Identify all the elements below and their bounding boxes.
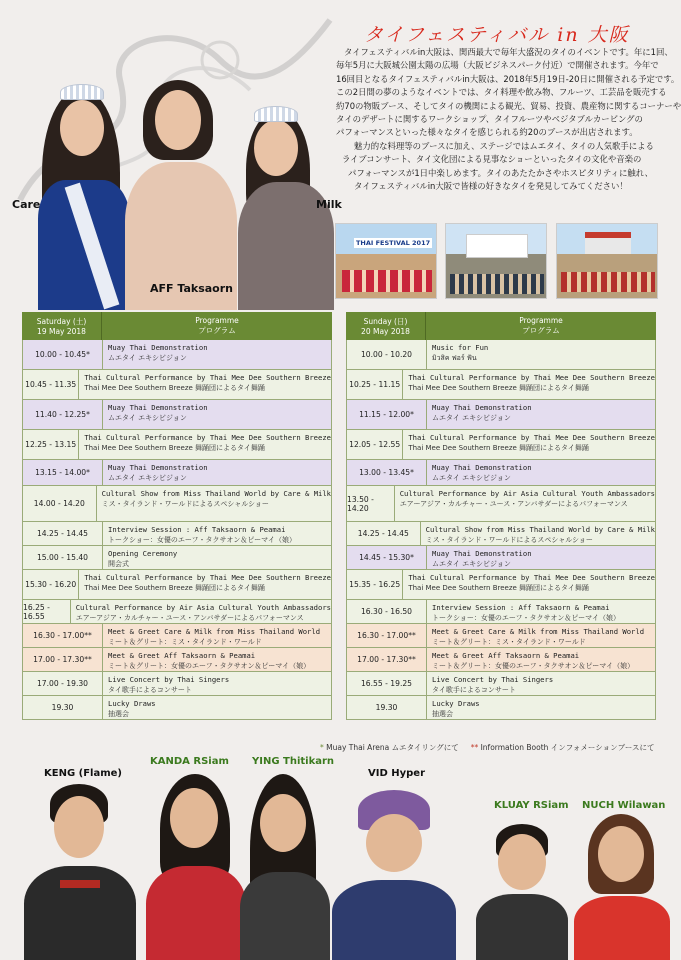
saturday-row-time: 17.00 - 19.30: [23, 672, 103, 695]
sunday-row: [346, 648, 656, 672]
saturday-row-event: [103, 624, 331, 647]
sunday-row-time: 13.50 - 14.20: [347, 486, 395, 521]
sunday-row-event: [427, 672, 655, 695]
sunday-row-event-jp: ムエタイ エキシビジョン: [432, 560, 511, 568]
vid-photo: [324, 784, 464, 960]
intro-line: 魅力的な料理等のブースに加え、ステージではムエタイ、タイの人気歌手による: [354, 140, 654, 151]
saturday-row-event: [103, 400, 331, 429]
intro-line: 約70の物販ブース、そしてタイの機関による観光、貿易、投資、農産物に関するコーナーや: [336, 100, 681, 111]
sunday-row-time: 14.45 - 15.30*: [347, 546, 427, 569]
saturday-row-event: [79, 430, 331, 459]
saturday-row-time: 16.25 - 16.55: [23, 600, 71, 623]
sunday-row-event-en: Meet & Greet Care & Milk from Miss Thailand World: [432, 627, 645, 636]
saturday-row-event-jp: ミス・タイランド・ワールドによるスペシャルショー: [101, 500, 269, 508]
saturday-row-event-en: Live Concert by Thai Singers: [108, 675, 230, 684]
sunday-row-event: [427, 340, 655, 369]
intro-line: パフォーマンスが1日中楽しめます。タイのあたたかさやホスピタリティに触れ、: [348, 167, 653, 178]
saturday-row-time: 11.40 - 12.25*: [23, 400, 103, 429]
sunday-row-time: 14.25 - 14.45: [347, 522, 421, 545]
sunday-row: [346, 430, 656, 460]
sunday-row-event-jp: 抽選会: [432, 710, 453, 718]
legend-mark-double: **: [470, 743, 479, 752]
sunday-row-event: [421, 522, 655, 545]
saturday-row-event: [103, 672, 331, 695]
sunday-row: [346, 546, 656, 570]
saturday-row-event-jp: ミート＆グリート：女優のエーフ・タクサオン＆ピーマイ（娘）: [108, 662, 311, 670]
saturday-row-time: 10.45 - 11.35: [23, 370, 79, 399]
saturday-row-event-jp: Thai Mee Dee Southern Breeze 舞踊団によるタイ舞踊: [84, 384, 265, 392]
saturday-row-event-en: Meet & Greet Care & Milk from Miss Thailand World: [108, 627, 321, 636]
sunday-row: [346, 696, 656, 720]
saturday-row-event-jp: Thai Mee Dee Southern Breeze 舞踊団によるタイ舞踊: [84, 444, 265, 452]
saturday-row-event-jp: タイ歌手によるコンサート: [108, 686, 192, 694]
sunday-row-event: [403, 430, 655, 459]
sunday-day: Sunday (日): [363, 317, 408, 326]
saturday-row-event-en: Thai Cultural Performance by Thai Mee Dee Southern Breeze: [84, 433, 331, 442]
saturday-row-event-jp: ムエタイ エキシビジョン: [108, 414, 187, 422]
saturday-row-event-jp: Thai Mee Dee Southern Breeze 舞踊団によるタイ舞踊: [84, 584, 265, 592]
saturday-row-event: [103, 460, 331, 485]
saturday-row-event-en: Muay Thai Demonstration: [108, 463, 208, 472]
intro-line: 毎年5月に大阪城公園太陽の広場（大阪ビジネスパーク付近）で開催されます。今年で: [336, 60, 659, 71]
artist-name-kanda: KANDA RSiam: [150, 756, 229, 767]
saturday-row-event-jp: ムエタイ エキシビジョン: [108, 354, 187, 362]
sunday-row-time: 16.30 - 17.00**: [347, 624, 427, 647]
kanda-photo: [140, 774, 250, 960]
artists-section: [0, 752, 677, 960]
legend-mark-single: *: [320, 743, 324, 752]
saturday-row-time: 12.25 - 13.15: [23, 430, 79, 459]
sunday-row-event: [427, 600, 655, 623]
sunday-row: [346, 340, 656, 370]
legend-muay-thai-arena: Muay Thai Arena ムエタイリングにて: [326, 743, 459, 752]
sunday-row-event-jp: ムエタイ エキシビジョン: [432, 414, 511, 422]
sunday-row-event-en: Muay Thai Demonstration: [432, 403, 532, 412]
sunday-row-time: 10.00 - 10.20: [347, 340, 427, 369]
intro-line: タイフェスティバルin大阪で皆様の好きなタイを発見してみてください！: [354, 181, 628, 192]
saturday-row: [22, 400, 332, 430]
sunday-row-event-en: Muay Thai Demonstration: [432, 549, 532, 558]
sunday-row-event-en: Lucky Draws: [432, 699, 480, 708]
saturday-row: [22, 460, 332, 486]
saturday-row-event: [103, 522, 331, 545]
intro-text: [336, 46, 681, 193]
saturday-row-event-en: Thai Cultural Performance by Thai Mee Dee Southern Breeze: [84, 373, 331, 382]
sunday-rows: [346, 340, 656, 720]
artist-name-nuch: NUCH Wilawan: [582, 800, 666, 811]
aff-taksaorn-photo: [115, 70, 245, 310]
sunday-row-event: [395, 486, 655, 521]
sunday-row-time: 11.15 - 12.00*: [347, 400, 427, 429]
festival-photo-1: [335, 223, 437, 299]
sunday-row-event-en: Thai Cultural Performance by Thai Mee Dee Southern Breeze: [408, 433, 655, 442]
saturday-row: [22, 430, 332, 460]
saturday-row-event-en: Muay Thai Demonstration: [108, 343, 208, 352]
sunday-row-event-en: Cultural Performance by Air Asia Cultural Youth Ambassadors: [399, 489, 655, 498]
sunday-row-event-en: Thai Cultural Performance by Thai Mee Dee Southern Breeze: [408, 373, 655, 382]
festival-photo-2: [445, 223, 547, 299]
sunday-row-event-jp: Thai Mee Dee Southern Breeze 舞踊団によるタイ舞踊: [408, 384, 589, 392]
sunday-row: [346, 400, 656, 430]
sunday-row-event-jp: ミート＆グリート：ミス・タイランド・ワールド: [432, 638, 586, 646]
saturday-row: [22, 522, 332, 546]
saturday-day: Saturday (土): [36, 317, 87, 326]
sunday-row-time: 10.25 - 11.15: [347, 370, 403, 399]
sunday-row-event-jp: ミート＆グリート：女優のエーフ・タクサオン＆ピーマイ（娘）: [432, 662, 635, 670]
sunday-date: 20 May 2018: [361, 327, 410, 336]
sunday-row-time: 15.35 - 16.25: [347, 570, 403, 599]
saturday-row-time: 15.30 - 16.20: [23, 570, 79, 599]
sunday-row-event-en: Muay Thai Demonstration: [432, 463, 532, 472]
saturday-row-event-jp: ミート＆グリート：ミス・タイランド・ワールド: [108, 638, 262, 646]
saturday-programme-jp: プログラム: [198, 326, 236, 335]
nuch-photo: [570, 814, 674, 960]
saturday-row-event-en: Meet & Greet Aff Taksaorn & Peamai: [108, 651, 256, 660]
saturday-row-event-en: Lucky Draws: [108, 699, 156, 708]
sunday-row-event-jp: ミス・タイランド・ワールドによるスペシャルショー: [425, 536, 593, 544]
sunday-row-event: [427, 400, 655, 429]
saturday-row: [22, 486, 332, 522]
sunday-row-event: [403, 370, 655, 399]
sunday-row-event-en: Live Concert by Thai Singers: [432, 675, 554, 684]
ying-photo: [236, 774, 332, 960]
saturday-row-time: 14.00 - 14.20: [23, 486, 97, 521]
saturday-row-time: 13.15 - 14.00*: [23, 460, 103, 485]
saturday-row-event-en: Opening Ceremony: [108, 549, 178, 558]
intro-line: タイフェスティバルin大阪は、関西最大で毎年大盛況のタイのイベントです。年に1回、: [344, 47, 673, 57]
saturday-row-event: [79, 370, 331, 399]
intro-line: ライブコンサート、タイ文化団による見事なショーといったタイの文化や音楽の: [342, 154, 642, 165]
sunday-row: [346, 570, 656, 600]
saturday-row-time: 19.30: [23, 696, 103, 719]
keng-photo: [20, 784, 140, 960]
intro-line: 16回目となるタイフェスティバルin大阪は、2018年5月19日-20日に開催される予定です。: [336, 73, 680, 84]
sunday-row-event-en: Thai Cultural Performance by Thai Mee Dee Southern Breeze: [408, 573, 655, 582]
saturday-row-event: [97, 486, 331, 521]
sunday-programme-en: Programme: [519, 316, 563, 325]
saturday-row-event-en: Interview Session : Aff Taksaorn & Peamai: [108, 525, 286, 534]
sunday-row-time: 16.30 - 16.50: [347, 600, 427, 623]
aff-taksaorn-label: AFF Taksaorn: [150, 282, 233, 295]
legend-information-booth: Information Booth インフォメーションブースにて: [480, 743, 655, 752]
sunday-row-event-jp: ムエタイ エキシビジョン: [432, 474, 511, 482]
sunday-row-time: 13.00 - 13.45*: [347, 460, 427, 485]
milk-label: Milk: [316, 198, 342, 211]
page-title: タイフェスティバル in 大阪: [364, 24, 630, 46]
saturday-row-event: [71, 600, 331, 623]
sunday-row-time: 17.00 - 17.30**: [347, 648, 427, 671]
sunday-row: [346, 460, 656, 486]
sunday-row-event: [427, 648, 655, 671]
saturday-row: [22, 370, 332, 400]
artist-name-vid: VID Hyper: [368, 768, 426, 779]
sunday-row: [346, 370, 656, 400]
sunday-row: [346, 486, 656, 522]
intro-line: この2日間の夢のようなイベントでは、タイ料理や飲み物、フルーツ、工芸品を販売する: [336, 87, 667, 98]
saturday-row: [22, 648, 332, 672]
artist-name-keng: KENG (Flame): [44, 768, 122, 779]
festival-banner: THAI FESTIVAL 2017: [356, 239, 431, 247]
saturday-row: [22, 546, 332, 570]
saturday-date: 19 May 2018: [37, 327, 86, 336]
sunday-row-time: 16.55 - 19.25: [347, 672, 427, 695]
saturday-row-event: [79, 570, 331, 599]
saturday-row: [22, 672, 332, 696]
festival-photo-3: [556, 223, 658, 299]
saturday-row: [22, 624, 332, 648]
sunday-row: [346, 600, 656, 624]
saturday-row-event-jp: トークショー：女優のエーフ・タクサオン＆ピーマイ（娘）: [108, 536, 296, 544]
saturday-row-event: [103, 340, 331, 369]
sunday-row-event-jp: エアーアジア・カルチャー・ユース・アンバサダーによるパフォーマンス: [399, 500, 628, 508]
sunday-row-event-jp: タイ歌手によるコンサート: [432, 686, 516, 694]
sunday-row-event-en: Music for Fun: [432, 343, 489, 352]
sunday-row-event-jp: トークショー：女優のエーフ・タクサオン＆ピーマイ（娘）: [432, 614, 620, 622]
sunday-row: [346, 672, 656, 696]
saturday-row-event-en: Thai Cultural Performance by Thai Mee Dee Southern Breeze: [84, 573, 331, 582]
sunday-schedule-table: [346, 312, 656, 720]
sunday-row-event: [427, 460, 655, 485]
sunday-row-event-jp: Thai Mee Dee Southern Breeze 舞踊団によるタイ舞踊: [408, 584, 589, 592]
artist-name-ying: YING Thitikarn: [252, 756, 335, 767]
saturday-row-event: [103, 696, 331, 719]
sunday-row-time: 12.05 - 12.55: [347, 430, 403, 459]
sunday-row-event: [427, 624, 655, 647]
saturday-row-event-jp: エアーアジア・カルチャー・ユース・アンバサダーによるパフォーマンス: [75, 614, 304, 622]
saturday-row-time: 15.00 - 15.40: [23, 546, 103, 569]
sunday-row-event: [427, 546, 655, 569]
saturday-row-event-en: Cultural Performance by Air Asia Cultural Youth Ambassadors: [75, 603, 331, 612]
intro-line: パフォーマンスといった様々なタイを感じられる約20のブースが出店されます。: [336, 127, 638, 138]
saturday-row-event: [103, 648, 331, 671]
care-label: Care: [12, 198, 41, 211]
saturday-row: [22, 600, 332, 624]
kluay-photo: [472, 824, 572, 960]
sunday-row: [346, 624, 656, 648]
saturday-row-event-jp: ムエタイ エキシビジョン: [108, 474, 187, 482]
saturday-row: [22, 570, 332, 600]
sunday-header: [346, 312, 656, 340]
artist-name-kluay: KLUAY RSiam: [494, 800, 569, 811]
sunday-row: [346, 522, 656, 546]
saturday-row: [22, 696, 332, 720]
saturday-row-time: 16.30 - 17.00**: [23, 624, 103, 647]
saturday-row-time: 17.00 - 17.30**: [23, 648, 103, 671]
sunday-row-event-en: Meet & Greet Aff Taksaorn & Peamai: [432, 651, 580, 660]
saturday-row-event-en: Muay Thai Demonstration: [108, 403, 208, 412]
sunday-row-event-jp: Thai Mee Dee Southern Breeze 舞踊団によるタイ舞踊: [408, 444, 589, 452]
sunday-row-event: [427, 696, 655, 719]
sunday-row-event-en: Cultural Show from Miss Thailand World by Care & Milk: [425, 525, 655, 534]
saturday-row-time: 14.25 - 14.45: [23, 522, 103, 545]
saturday-row-event-jp: 開会式: [108, 560, 129, 568]
saturday-row-event: [103, 546, 331, 569]
sunday-row-event-jp: มิวสิค ฟอร์ ฟัน: [432, 354, 477, 362]
saturday-schedule-table: [22, 312, 332, 720]
saturday-rows: [22, 340, 332, 720]
saturday-row-time: 10.00 - 10.45*: [23, 340, 103, 369]
sunday-row-event: [403, 570, 655, 599]
saturday-header: [22, 312, 332, 340]
saturday-row: [22, 340, 332, 370]
sunday-programme-jp: プログラム: [522, 326, 560, 335]
saturday-programme-en: Programme: [195, 316, 239, 325]
sunday-row-event-en: Interview Session : Aff Taksaorn & Peamai: [432, 603, 610, 612]
intro-line: タイのデザートに関するワークショップ、タイフルーツやベジタブルカービングの: [336, 114, 643, 125]
hero-section: [0, 0, 681, 310]
saturday-row-event-en: Cultural Show from Miss Thailand World by Care & Milk: [101, 489, 331, 498]
sunday-row-time: 19.30: [347, 696, 427, 719]
saturday-row-event-jp: 抽選会: [108, 710, 129, 718]
